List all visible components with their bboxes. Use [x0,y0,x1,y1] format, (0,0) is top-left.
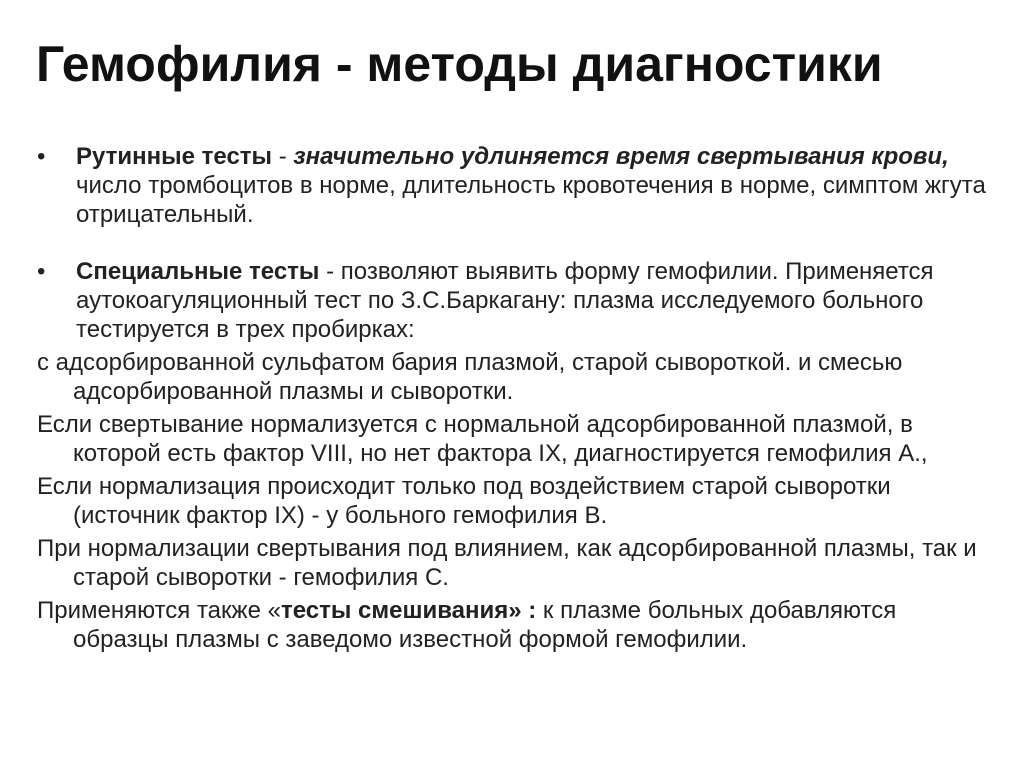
bullet-dot-icon: • [37,143,46,170]
bullet-routine-tests [37,142,987,229]
slide-title: Гемофилия - методы диагностики [36,36,883,92]
mixing-tests-prefix: Применяются также « [37,597,281,624]
mixing-tests-text: к плазме больных добавляются образцы плазмы с заведомо известной формой гемофилии. [73,597,897,653]
paragraph-hemophilia-a: Если свертывание нормализуется с нормальной адсорбированной плазмой, в которой есть фактор VIII, но нет фактора IX, диагностируется гемофилия А., [37,411,928,467]
routine-tests-separator: - [272,143,294,170]
bullet-dot-icon: • [37,258,46,285]
paragraph-hemophilia-c: При нормализации свертывания под влиянием, как адсорбированной плазмы, так и старой сыворотки - гемофилия С. [37,535,977,591]
mixing-tests-label: тесты смешивания» : [280,597,537,624]
bullet-special-tests [37,257,987,344]
paragraph-hemophilia-b: Если нормализация происходит только под воздействием старой сыворотки (источник фактор IX) - у больного гемофилия В. [37,473,891,529]
routine-tests-text: число тромбоцитов в норме, длительность кровотечения в норме, симптом жгута отрицательный. [76,172,986,228]
special-tests-text: - позволяют выявить форму гемофилии. Применяется аутокоагуляционный тест по З.С.Баркагану: плазма исследуемого больного тестируется в трех пробирках: [76,258,934,343]
paragraph-mixing-tests [37,596,987,654]
routine-tests-label: Рутинные тесты [76,143,273,170]
slide-body [37,142,987,658]
paragraph-tubes: с адсорбированной сульфатом бария плазмой, старой сывороткой. и смесью адсорбированной плазмы и сыворотки. [37,349,903,405]
routine-tests-emphasis: значительно удлиняется время свертывания крови, [293,143,949,170]
special-tests-label: Специальные тесты [76,258,320,285]
